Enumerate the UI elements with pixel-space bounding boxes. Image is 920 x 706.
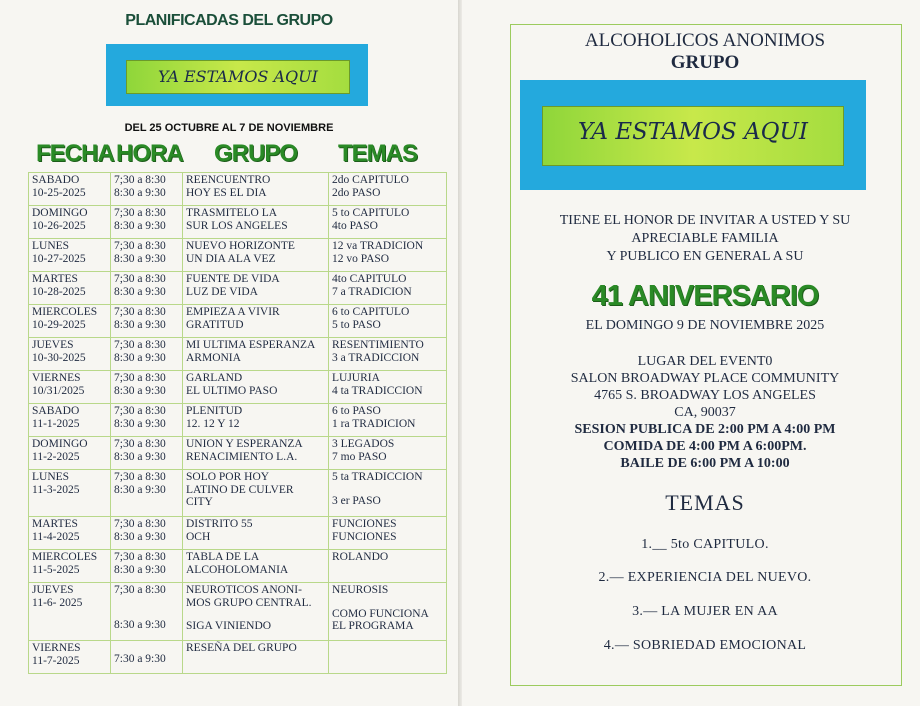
group-cell	[183, 338, 329, 371]
topic-cell-line: NEUROSIS	[332, 584, 389, 596]
date-cell	[29, 338, 111, 371]
topic-cell	[329, 550, 447, 583]
topic-cell-line: 4to CAPITULO	[332, 273, 407, 285]
temas-heading: TEMAS	[665, 490, 745, 515]
weekday-label: VIERNES	[32, 372, 81, 384]
hours-cell	[111, 517, 183, 550]
topic-cell-line: RESENTIMIENTO	[332, 339, 424, 351]
event-date: EL DOMINGO 9 DE NOVIEMBRE 2025	[585, 318, 825, 333]
venue-line-2: SALON BROADWAY PLACE COMMUNITY	[570, 371, 840, 386]
date-label: 11-6- 2025	[32, 596, 83, 609]
hours-cell	[111, 206, 183, 239]
topic-cell	[329, 305, 447, 338]
group-cell	[183, 272, 329, 305]
group-cell-line: MOS GRUPO CENTRAL.	[186, 596, 312, 609]
date-cell	[29, 583, 111, 641]
date-label: 11-3-2025	[32, 483, 80, 496]
group-cell-line: ARMONIA	[186, 351, 241, 364]
topic-cell	[329, 517, 447, 550]
topic-cell-line: 5 to CAPITULO	[332, 207, 410, 219]
topic-3: 3.— LA MUJER EN AA	[632, 604, 778, 619]
date-label: 11-1-2025	[32, 417, 80, 430]
org-title: ALCOHOLICOS ANONIMOS	[584, 30, 826, 51]
hours-cell-line	[114, 608, 179, 619]
hours-cell-line: 7;30 a 8:30	[114, 273, 166, 285]
date-label: 10-27-2025	[32, 252, 86, 265]
hours-cell-line: 7;30 a 8:30	[114, 518, 166, 530]
hours-cell	[111, 437, 183, 470]
topic-cell	[329, 641, 447, 674]
topic-cell	[329, 404, 447, 437]
date-cell	[29, 470, 111, 517]
topic-cell-line: 7 mo PASO	[332, 450, 387, 463]
table-row	[29, 173, 447, 206]
hours-cell-line: 8:30 a 9:30	[114, 252, 166, 265]
date-cell	[29, 371, 111, 404]
group-cell	[183, 550, 329, 583]
hours-cell-line: 8:30 a 9:30	[114, 563, 166, 576]
group-cell-line: EL ULTIMO PASO	[186, 384, 278, 397]
group-cell-line: PLENITUD	[186, 405, 243, 417]
topic-cell-line: ROLANDO	[332, 551, 389, 563]
group-cell-line: RENACIMIENTO L.A.	[186, 450, 298, 463]
group-cell-line: RESEÑA DEL GRUPO	[186, 642, 297, 654]
weekday-label: LUNES	[32, 240, 70, 252]
hours-cell-line: 7;30 a 8:30	[114, 306, 166, 318]
table-row	[29, 272, 447, 305]
group-cell-line: SOLO POR HOY	[186, 471, 270, 483]
group-cell-line	[186, 609, 325, 620]
group-cell	[183, 371, 329, 404]
date-label: 11-2-2025	[32, 450, 80, 463]
topic-cell-line: LUJURIA	[332, 372, 380, 384]
hours-cell	[111, 641, 183, 674]
topic-cell-line	[332, 597, 443, 608]
right-banner	[542, 106, 844, 166]
group-cell-line: SUR LOS ANGELES	[186, 219, 288, 232]
group-cell	[183, 404, 329, 437]
group-cell-line: SIGA VINIENDO	[186, 620, 272, 632]
group-cell	[183, 583, 329, 641]
hours-cell	[111, 305, 183, 338]
weekday-label: JUEVES	[32, 584, 74, 596]
topic-cell-line: FUNCIONES	[332, 530, 397, 543]
group-cell-line: GARLAND	[186, 372, 243, 384]
group-cell-line: REENCUENTRO	[186, 174, 271, 186]
date-label: 10-29-2025	[32, 318, 86, 331]
date-label: 11-7-2025	[32, 654, 80, 667]
group-cell-line: TABLA DE LA	[186, 551, 260, 563]
schedule-line-3: BAILE DE 6:00 PM A 10:00	[620, 456, 790, 471]
weekday-label: MARTES	[32, 273, 78, 285]
date-cell	[29, 517, 111, 550]
group-cell	[183, 517, 329, 550]
topic-cell-line: 3 er PASO	[332, 494, 381, 507]
weekday-label: SABADO	[32, 405, 80, 417]
table-row	[29, 404, 447, 437]
topic-cell-line: 12 vo PASO	[332, 252, 390, 265]
group-cell-line: NEUROTICOS ANONI-	[186, 584, 302, 596]
group-cell-line: LUZ DE VIDA	[186, 285, 258, 298]
column-head-hora: HORA	[116, 140, 183, 167]
hours-cell-line: 8:30 a 9:30	[114, 450, 166, 463]
group-cell-line: NUEVO HORIZONTE	[186, 240, 295, 252]
hours-cell-line: 7;30 a 8:30	[114, 207, 166, 219]
weekday-label: MIERCOLES	[32, 306, 98, 318]
schedule-table	[28, 172, 447, 674]
hours-cell	[111, 272, 183, 305]
right-banner-text: YA ESTAMOS AQUI	[578, 119, 808, 145]
topic-2: 2.— EXPERIENCIA DEL NUEVO.	[598, 570, 812, 585]
topic-cell-line: 2do CAPITULO	[332, 174, 409, 186]
weekday-label: LUNES	[32, 471, 70, 483]
date-cell	[29, 239, 111, 272]
invite-line-2: APRECIABLE FAMILIA	[631, 231, 779, 246]
topic-cell-line: 4to PASO	[332, 219, 378, 232]
hours-cell	[111, 239, 183, 272]
hours-cell-line: 8:30 a 9:30	[114, 219, 166, 232]
left-header: PLANIFICADAS DEL GRUPO	[125, 12, 333, 29]
hours-cell-line: 7;30 a 8:30	[114, 339, 166, 351]
hours-cell-line: 8:30 a 9:30	[114, 285, 166, 298]
topic-cell-line: 4 ta TRADICCION	[332, 384, 423, 397]
table-row	[29, 641, 447, 674]
invite-line-3: Y PUBLICO EN GENERAL A SU	[606, 249, 804, 264]
date-label: 10-26-2025	[32, 219, 86, 232]
topic-cell-line: COMO FUNCIONA	[332, 607, 429, 620]
weekday-label: SABADO	[32, 174, 80, 186]
topic-cell-line: 5 to PASO	[332, 318, 381, 331]
table-row	[29, 305, 447, 338]
table-row	[29, 470, 447, 517]
venue-line-4: CA, 90037	[674, 405, 736, 420]
table-row	[29, 550, 447, 583]
group-cell	[183, 437, 329, 470]
hours-cell-line: 8:30 a 9:30	[114, 417, 166, 430]
venue-line-1: LUGAR DEL EVENT0	[637, 354, 773, 369]
date-cell	[29, 173, 111, 206]
group-cell-line: CITY	[186, 496, 213, 508]
group-cell	[183, 641, 329, 674]
anniversary-title: 41 ANIVERSARIO	[591, 280, 819, 312]
hours-cell-line: 7:30 a 9:30	[114, 653, 166, 665]
hours-cell-line: 7;30 a 8:30	[114, 438, 166, 450]
topic-cell-line: 3 a TRADICCION	[332, 351, 420, 364]
group-cell-line: UNION Y ESPERANZA	[186, 438, 303, 450]
table-row	[29, 206, 447, 239]
topic-cell	[329, 437, 447, 470]
hours-cell-line: 7;30 a 8:30	[114, 471, 166, 483]
topic-4: 4.— SOBRIEDAD EMOCIONAL	[603, 638, 807, 653]
hours-cell-line: 8:30 a 9:30	[114, 318, 166, 331]
date-label: 10-30-2025	[32, 351, 86, 364]
venue-line-3: 4765 S. BROADWAY LOS ANGELES	[594, 388, 816, 403]
left-banner	[126, 60, 350, 94]
group-cell	[183, 206, 329, 239]
hours-cell-line: 7;30 a 8:30	[114, 551, 166, 563]
hours-cell-line: 7;30 a 8:30	[114, 174, 166, 186]
date-label: 11-4-2025	[32, 530, 80, 543]
date-label: 10-25-2025	[32, 186, 86, 199]
topic-cell	[329, 206, 447, 239]
hours-cell-line: 8:30 a 9:30	[114, 384, 166, 397]
group-cell-line: GRATITUD	[186, 318, 244, 331]
hours-cell-line	[114, 642, 179, 653]
group-cell	[183, 239, 329, 272]
topic-cell-line: 1 ra TRADICION	[332, 417, 416, 430]
date-range: DEL 25 OCTUBRE AL 7 DE NOVIEMBRE	[124, 122, 334, 134]
topic-1: 1.__ 5to CAPITULO.	[641, 537, 769, 552]
topic-cell	[329, 173, 447, 206]
topic-cell	[329, 583, 447, 641]
hours-cell	[111, 338, 183, 371]
topic-cell-line: 7 a TRADICION	[332, 285, 412, 298]
table-row	[29, 338, 447, 371]
table-row	[29, 437, 447, 470]
topic-cell-line: 3 LEGADOS	[332, 438, 395, 450]
hours-cell-line	[114, 597, 179, 608]
date-cell	[29, 550, 111, 583]
group-cell	[183, 173, 329, 206]
hours-cell-line: 8:30 a 9:30	[114, 530, 166, 543]
table-row	[29, 239, 447, 272]
group-cell	[183, 470, 329, 517]
group-cell-line: ALCOHOLOMANIA	[186, 563, 289, 576]
group-cell-line: UN DIA ALA VEZ	[186, 252, 276, 265]
topic-cell-line	[332, 484, 443, 495]
topic-cell-line: FUNCIONES	[332, 518, 397, 530]
topic-cell	[329, 470, 447, 517]
weekday-label: JUEVES	[32, 339, 74, 351]
date-label: 10/31/2025	[32, 384, 85, 397]
group-cell-line: HOY ES EL DIA	[186, 186, 267, 199]
hours-cell-line: 7;30 a 8:30	[114, 584, 166, 596]
group-cell-line: LATINO DE CULVER	[186, 483, 294, 496]
topic-cell	[329, 338, 447, 371]
hours-cell-line: 8:30 a 9:30	[114, 186, 166, 199]
column-head-grupo: GRUPO	[214, 140, 298, 167]
hours-cell	[111, 583, 183, 641]
date-cell	[29, 305, 111, 338]
date-cell	[29, 641, 111, 674]
group-cell-line: TRASMITELO LA	[186, 207, 278, 219]
hours-cell	[111, 173, 183, 206]
column-head-temas: TEMAS	[338, 140, 417, 167]
table-row	[29, 583, 447, 641]
hours-cell-line: 7;30 a 8:30	[114, 240, 166, 252]
column-head-fecha: FECHA	[36, 140, 114, 167]
group-cell-line: EMPIEZA A VIVIR	[186, 306, 280, 318]
topic-cell-line: 6 to PASO	[332, 405, 381, 417]
group-cell-line: OCH	[186, 530, 211, 543]
group-cell-line: DISTRITO 55	[186, 518, 253, 530]
hours-cell-line: 7;30 a 8:30	[114, 405, 166, 417]
group-cell-line: MI ULTIMA ESPERANZA	[186, 339, 316, 351]
hours-cell	[111, 550, 183, 583]
schedule-line-1: SESION PUBLICA DE 2:00 PM A 4:00 PM	[574, 422, 836, 437]
topic-cell-line: 2do PASO	[332, 186, 381, 199]
topic-cell-line: 5 ta TRADICCION	[332, 471, 423, 483]
weekday-label: VIERNES	[32, 642, 81, 654]
date-cell	[29, 272, 111, 305]
group-cell-line: 12. 12 Y 12	[186, 417, 240, 430]
invite-line-1: TIENE EL HONOR DE INVITAR A USTED Y SU	[559, 213, 851, 228]
left-banner-text: YA ESTAMOS AQUI	[158, 67, 318, 86]
date-label: 11-5-2025	[32, 563, 80, 576]
date-cell	[29, 437, 111, 470]
topic-cell-line: 6 to CAPITULO	[332, 306, 410, 318]
weekday-label: DOMINGO	[32, 438, 88, 450]
topic-cell-line: 12 va TRADICION	[332, 240, 424, 252]
hours-cell	[111, 371, 183, 404]
topic-cell	[329, 371, 447, 404]
hours-cell-line: 8:30 a 9:30	[114, 351, 166, 364]
date-cell	[29, 404, 111, 437]
date-cell	[29, 206, 111, 239]
hours-cell	[111, 404, 183, 437]
hours-cell-line: 8:30 a 9:30	[114, 483, 166, 496]
topic-cell	[329, 239, 447, 272]
table-row	[29, 371, 447, 404]
hours-cell-line: 7;30 a 8:30	[114, 372, 166, 384]
table-row	[29, 517, 447, 550]
group-cell	[183, 305, 329, 338]
group-label: GRUPO	[670, 52, 740, 73]
hours-cell-line: 8:30 a 9:30	[114, 618, 166, 631]
group-cell-line: FUENTE DE VIDA	[186, 273, 280, 285]
topic-cell-line: EL PROGRAMA	[332, 620, 414, 632]
weekday-label: MIERCOLES	[32, 551, 98, 563]
date-label: 10-28-2025	[32, 285, 86, 298]
topic-cell	[329, 272, 447, 305]
weekday-label: DOMINGO	[32, 207, 88, 219]
schedule-line-2: COMIDA DE 4:00 PM A 6:00PM.	[603, 439, 807, 454]
weekday-label: MARTES	[32, 518, 78, 530]
hours-cell	[111, 470, 183, 517]
